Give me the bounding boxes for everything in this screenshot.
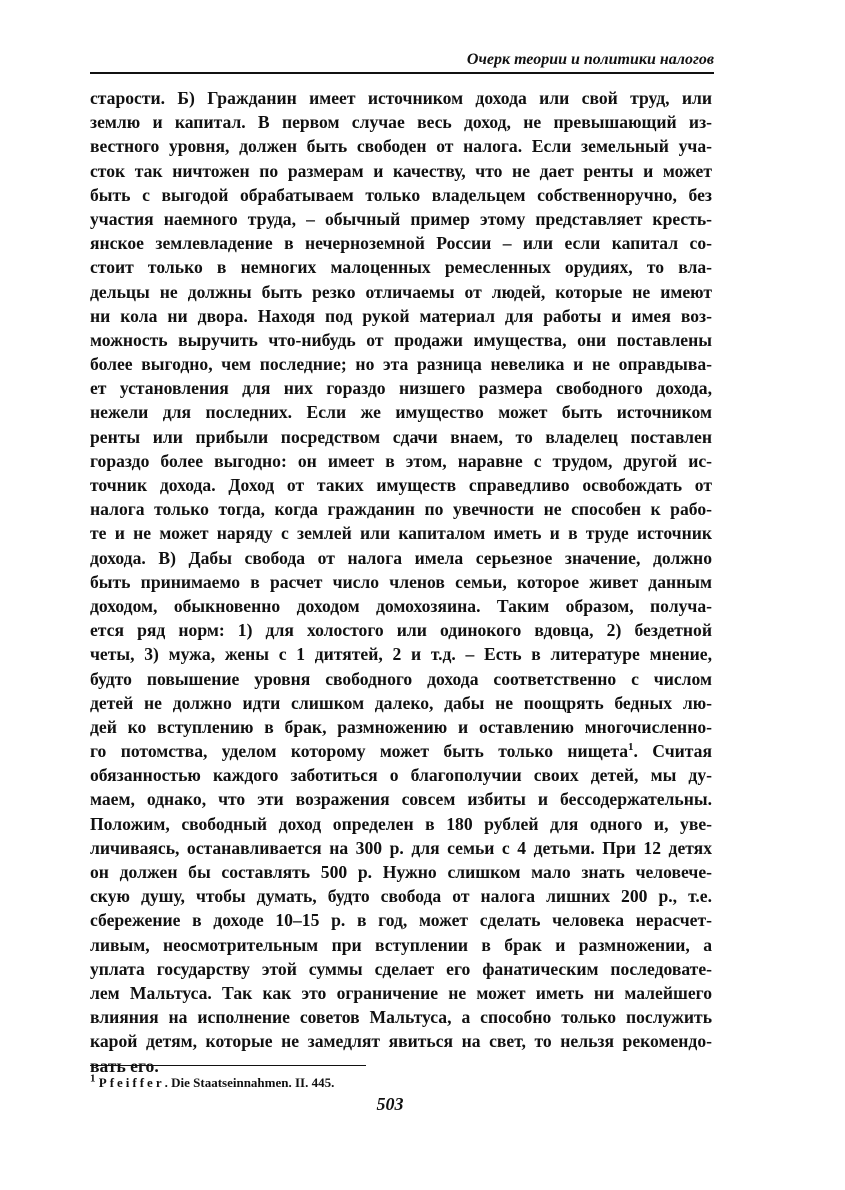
footnote-author: Pfeiffer (98, 1075, 165, 1090)
text-line: дохода. В) Дабы свобода от налога имела серьезное значение, должно (90, 547, 712, 568)
text-line: лем Мальтуса. Так как это ограничение не может иметь ни малейшего (90, 982, 712, 1003)
running-header: Очерк теории и политики налогов (466, 51, 714, 68)
text-line: вестного уровня, должен быть свободен от налога. Если земельный уча- (90, 136, 712, 157)
text-segment: . Считая (633, 741, 712, 762)
text-line: быть с выгодой обрабатываем только владельцем собственноручно, без (90, 184, 712, 205)
text-line: стоит только в немногих малоценных ремесленных орудиях, то вла- (90, 257, 712, 278)
text-line: маем, однако, что эти возражения совсем избиты и бессодержательны. (90, 789, 712, 810)
text-line: землю и капитал. В первом случае весь доход, не превышающий из- (90, 112, 712, 133)
text-line: личиваясь, останавливается на 300 р. для семьи с 4 детьми. При 12 детях (90, 837, 712, 858)
text-line: старости. Б) Гражданин имеет источником дохода или свой труд, или (90, 88, 712, 108)
text-line: точник дохода. Доход от таких имуществ справедливо освобождать от (90, 475, 712, 495)
text-line: гораздо более выгодно: он имеет в этом, наравне с трудом, другой ис- (90, 450, 712, 471)
text-line: четы, 3) мужа, жены с 1 дитятей, 2 и т.д. – Есть в литературе мнение, (90, 644, 712, 665)
text-line: нежели для последних. Если же имущество может быть источником (90, 402, 712, 423)
text-line: дельцы не должны быть резко отличаемы от людей, которые не имеют (90, 281, 712, 302)
text-line: участия наемного труда, – обычный пример этому представляет кресть- (90, 208, 712, 229)
text-line: ни кола ни двора. Находя под рукой материал для работы и имея воз- (90, 305, 712, 326)
footnote-text: . Die Staatseinnahmen. II. 445. (164, 1075, 335, 1090)
text-line: быть принимаемо в расчет число членов семьи, которое живет данным (90, 571, 712, 592)
text-line: обязанностью каждого заботиться о благополучии своих детей, мы ду- (90, 765, 712, 786)
text-line: дей ко вступлению в брак, размножению и оставлению многочисленно- (90, 716, 712, 737)
header-rule (90, 72, 714, 74)
text-line: Положим, свободный доход определен в 180 рублей для одного и, уве- (90, 813, 712, 834)
text-line: карой детям, которые не замедлят явиться на свет, то нельзя рекомендо- (90, 1031, 712, 1052)
text-line: уплата государству этой суммы сделает его фанатическим последовате- (90, 958, 712, 979)
text-line: сбережение в доходе 10–15 р. в год, может сделать человека нерасчет- (90, 910, 712, 931)
footnote-marker: 1 (90, 1072, 96, 1085)
text-line: он должен бы составлять 500 р. Нужно слишком мало знать человече- (90, 862, 712, 882)
text-line: вать его. (90, 1055, 159, 1076)
footnote-rule (90, 1065, 366, 1066)
text-line: детей не должно идти слишком далеко, дабы не поощрять бедных лю- (90, 692, 712, 713)
text-line: янское землевладение в нечерноземной России – или если капитал со- (90, 233, 712, 254)
page-number: 503 (376, 1094, 404, 1114)
text-line: будто повышение уровня свободного дохода соответственно с числом (90, 668, 712, 689)
text-line: ливым, неосмотрительным при вступлении в брак и размножении, а (90, 934, 712, 955)
text-line: можность выручить что-нибудь от продажи имущества, они поставлены (90, 329, 712, 350)
text-line: более выгодно, чем последние; но эта разница невелика и не оправдыва- (90, 354, 712, 375)
text-line: те и не может наряду с землей или капиталом иметь и в труде источник (90, 523, 712, 544)
text-segment: го потомства, уделом которому может быть только нищета (90, 741, 629, 762)
text-line: налога только тогда, когда гражданин по увечности не способен к рабо- (90, 499, 712, 520)
text-line: ренты или прибыли посредством сдачи внаем, то владелец поставлен (90, 426, 712, 447)
text-line-with-footnote-ref (90, 739, 712, 763)
text-line: сток так ничтожен по размерам и качеству, что не дает ренты и может (90, 160, 712, 181)
text-line: ется ряд норм: 1) для холостого или одинокого вдовца, 2) бездетной (90, 620, 712, 641)
text-line: влияния на исполнение советов Мальтуса, а способно только послужить (90, 1007, 712, 1028)
footnote (90, 1072, 590, 1091)
footnote-reference[interactable]: 1 (628, 741, 634, 754)
text-line: ет установления для них гораздо низшего размера свободного дохода, (90, 378, 712, 399)
text-line: доходом, обыкновенно доходом домохозяина. Таким образом, получа- (90, 595, 712, 616)
body-text (90, 86, 712, 1078)
text-line: скую душу, чтобы думать, будто свобода от налога лишних 200 р., т.е. (90, 886, 712, 907)
